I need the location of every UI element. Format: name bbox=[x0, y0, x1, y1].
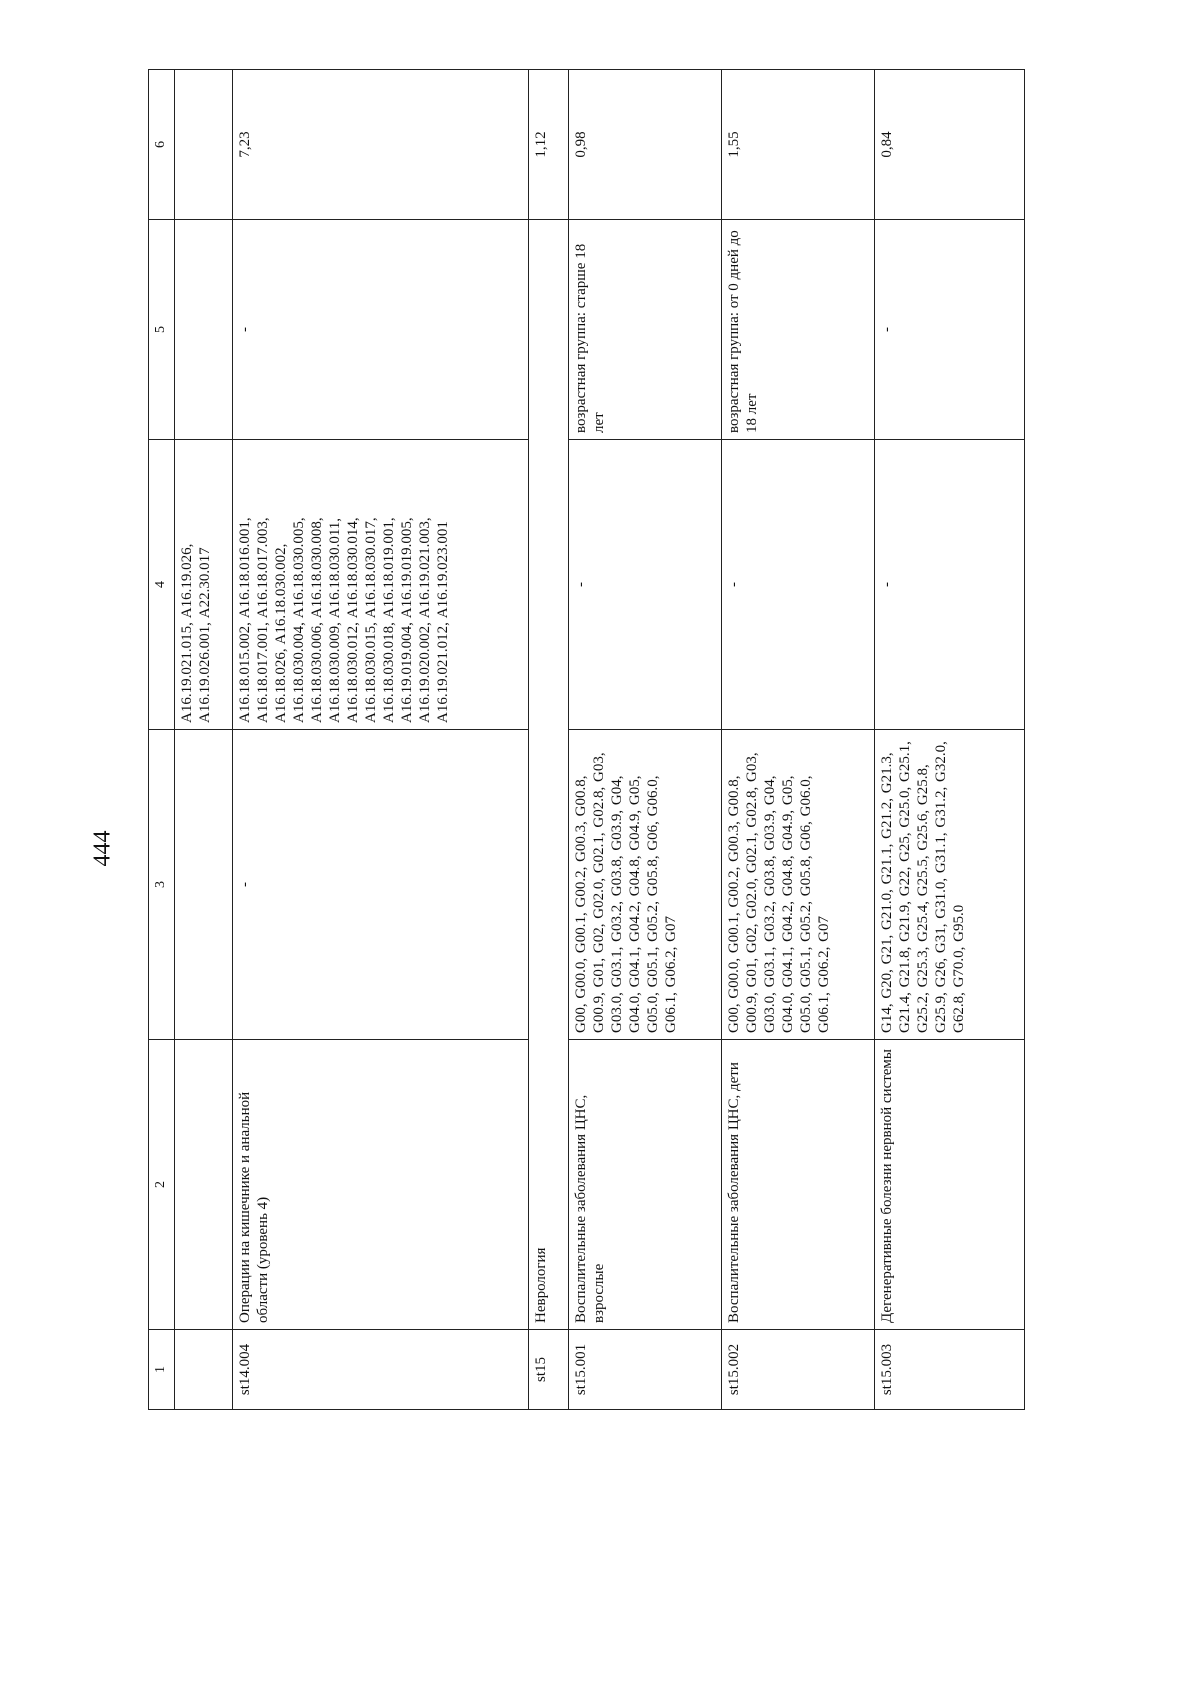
empty-cell bbox=[174, 220, 233, 440]
diagnosis-cell: G00, G00.0, G00.1, G00.2, G00.3, G00.8, G00.9, G01, G02, G02.0, G02.1, G02.8, G03, G03.0, G03.1, G03.2, G03.8, G03.9, G04, G04.0, G04.1, G04.2, G04.8, G04.9, G05, G05.0, G05.1, G05.2, G05.8, G06, G06.0, G06.1, G06.2, G07 bbox=[722, 730, 875, 1040]
name-cell: Воспалительные заболевания ЦНС, дети bbox=[722, 1040, 875, 1330]
services-cell: A16.19.021.015, A16.19.026, A16.19.026.001, A22.30.017 bbox=[174, 440, 233, 730]
code-cell: st15.001 bbox=[569, 1330, 722, 1410]
coefficient-cell: 0,98 bbox=[569, 70, 722, 220]
diagnosis-cell: - bbox=[233, 730, 528, 1040]
coefficient-cell: 1,55 bbox=[722, 70, 875, 220]
header-row bbox=[149, 70, 175, 1410]
header-cell: 4 bbox=[149, 440, 175, 730]
other-criteria-cell: возрастная группа: от 0 дней до 18 лет bbox=[722, 220, 875, 440]
empty-cell bbox=[174, 1330, 233, 1410]
header-cell: 6 bbox=[149, 70, 175, 220]
section-row bbox=[528, 70, 569, 1410]
table-row bbox=[722, 70, 875, 1410]
header-cell: 5 bbox=[149, 220, 175, 440]
page-number: 444 bbox=[89, 830, 116, 867]
empty-cell bbox=[174, 1040, 233, 1330]
other-criteria-cell: - bbox=[875, 220, 1025, 440]
services-cell: - bbox=[569, 440, 722, 730]
code-cell: st15 bbox=[528, 1330, 569, 1410]
coefficient-cell: 1,12 bbox=[528, 70, 569, 220]
header-cell: 1 bbox=[149, 1330, 175, 1410]
diagnosis-cell: G14, G20, G21, G21.0, G21.1, G21.2, G21.3, G21.4, G21.8, G21.9, G22, G25, G25.0, G25.1, G25.2, G25.3, G25.4, G25.5, G25.6, G25.8, G25.9, G26, G31, G31.0, G31.1, G31.2, G32.0, G62.8, G70.0, G95.0 bbox=[875, 730, 1025, 1040]
code-cell: st14.004 bbox=[233, 1330, 528, 1410]
name-cell: Операции на кишечнике и анальной области (уровень 4) bbox=[233, 1040, 528, 1330]
header-cell: 3 bbox=[149, 730, 175, 1040]
table-row bbox=[875, 70, 1025, 1410]
diagnosis-cell: G00, G00.0, G00.1, G00.2, G00.3, G00.8, G00.9, G01, G02, G02.0, G02.1, G02.8, G03, G03.0, G03.1, G03.2, G03.8, G03.9, G04, G04.0, G04.1, G04.2, G04.8, G04.9, G05, G05.0, G05.1, G05.2, G05.8, G06, G06.0, G06.1, G06.2, G07 bbox=[569, 730, 722, 1040]
header-cell: 2 bbox=[149, 1040, 175, 1330]
code-cell: st15.003 bbox=[875, 1330, 1025, 1410]
empty-cell bbox=[174, 70, 233, 220]
section-title: Неврология bbox=[528, 220, 569, 1330]
services-cell: - bbox=[875, 440, 1025, 730]
table-row bbox=[233, 70, 528, 1410]
coefficient-cell: 0,84 bbox=[875, 70, 1025, 220]
rotated-table-container bbox=[148, 70, 1025, 1410]
services-cell: - bbox=[722, 440, 875, 730]
empty-cell bbox=[174, 730, 233, 1040]
coefficient-cell: 7,23 bbox=[233, 70, 528, 220]
table-row bbox=[569, 70, 722, 1410]
code-cell: st15.002 bbox=[722, 1330, 875, 1410]
other-criteria-cell: - bbox=[233, 220, 528, 440]
tariff-table bbox=[148, 69, 1025, 1410]
other-criteria-cell: возрастная группа: старше 18 лет bbox=[569, 220, 722, 440]
name-cell: Дегенеративные болезни нервной системы bbox=[875, 1040, 1025, 1330]
services-cell: A16.18.015.002, A16.18.016.001, A16.18.017.001, A16.18.017.003, A16.18.026, A16.18.030.002, A16.18.030.004, A16.18.030.005, A16.18.030.006, A16.18.030.008, A16.18.030.009, A16.18.030.011, A16.18.030.012, A16.18.030.014, A16.18.030.015, A16.18.030.017, A16.18.030.018, A16.18.019.001, A16.19.019.004, A16.19.019.005, A16.19.020.002, A16.19.021.003, A16.19.021.012, A16.19.023.001 bbox=[233, 440, 528, 730]
continuation-row bbox=[174, 70, 233, 1410]
name-cell: Воспалительные заболевания ЦНС, взрослые bbox=[569, 1040, 722, 1330]
